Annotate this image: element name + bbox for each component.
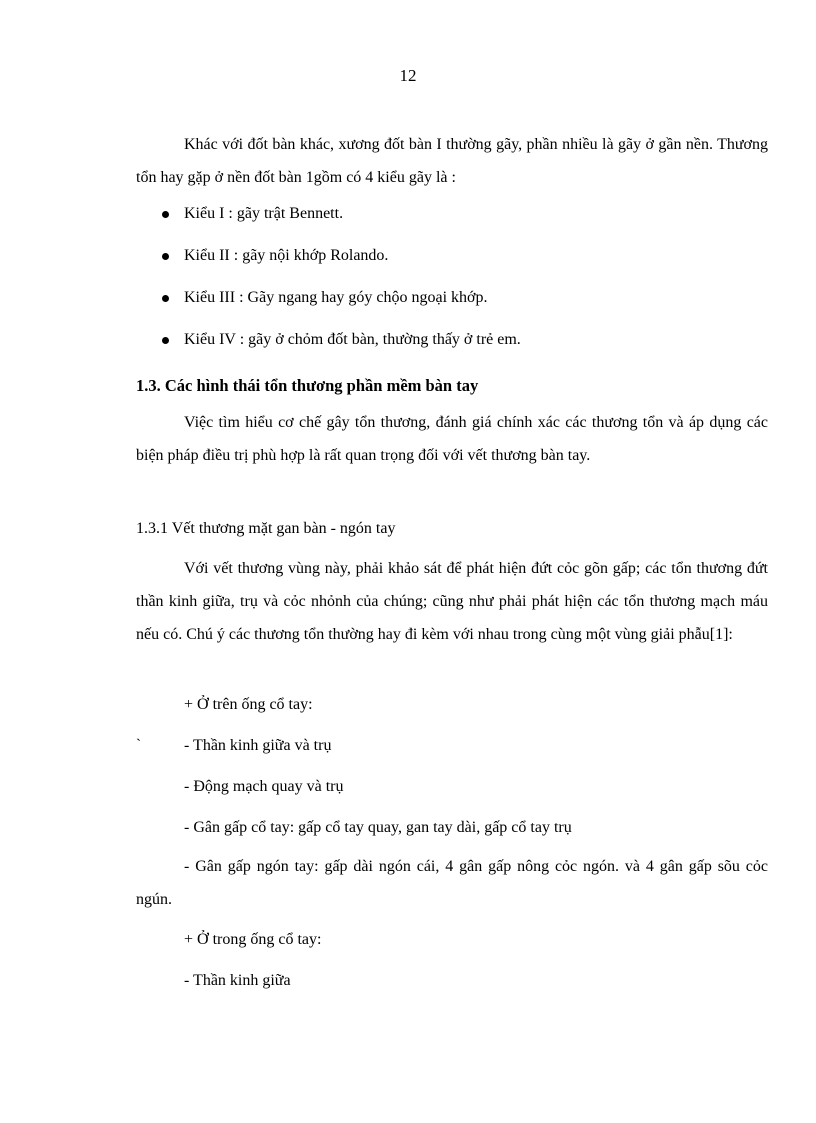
list-item: Kiểu II : gãy nội khớp Rolando. <box>158 244 521 286</box>
subsection-paragraph: Với vết thương vùng này, phải khảo sát để phát hiện đứt cỏc gõn gấp; các tổn thương đứt thần kinh giữa, trụ và cỏc nhỏnh của chúng; cũng như phải phát hiện các tổn thương mạch máu nếu có. Chú ý các thương tổn thường hay đi kèm với nhau trong cùng một vùng giải phẫu[1]: <box>136 560 768 643</box>
intro-paragraph: Khác với đốt bàn khác, xương đốt bàn I thường gãy, phần nhiều là gãy ở gần nền. Thương tổn hay gặp ở nền đốt bàn 1gồm có 4 kiểu gãy là : <box>136 136 768 186</box>
subsection-heading: 1.3.1 Vết thương mặt gan bàn - ngón tay <box>136 520 396 537</box>
section-heading: 1.3. Các hình thái tổn thương phần mềm bàn tay <box>136 376 479 395</box>
above-carpal-title: + Ở trên ống cổ tay: <box>184 696 313 713</box>
list-item: - Thần kinh giữa <box>184 972 291 989</box>
list-item: Kiểu IV : gãy ở chỏm đốt bàn, thường thấy ở trẻ em. <box>158 328 521 370</box>
bullet-icon <box>162 295 169 302</box>
list-item: Kiểu III : Gãy ngang hay góy chộo ngoại khớp. <box>158 286 521 328</box>
list-item: - Gân gấp cổ tay: gấp cổ tay quay, gan tay dài, gấp cổ tay trụ <box>184 819 572 836</box>
section-paragraph: Việc tìm hiểu cơ chế gây tổn thương, đánh giá chính xác các thương tổn và áp dụng các biện pháp điều trị phù hợp là rất quan trọng đối với vết thương bàn tay. <box>136 414 768 464</box>
bullet-icon <box>162 211 169 218</box>
list-item: - Động mạch quay và trụ <box>184 778 344 795</box>
list-item: - Gân gấp ngón tay: gấp dài ngón cái, 4 gân gấp nông cỏc ngón. và 4 gân gấp sõu cỏc ngún. <box>136 858 768 908</box>
page-number: 12 <box>399 66 417 85</box>
list-item: Kiểu I : gãy trật Bennett. <box>158 202 521 244</box>
bullet-icon <box>162 253 169 260</box>
stray-mark: ` <box>136 737 141 753</box>
fracture-type-list <box>158 202 521 370</box>
inside-carpal-title: + Ở trong ống cổ tay: <box>184 931 322 948</box>
bullet-icon <box>162 337 169 344</box>
list-item: - Thần kinh giữa và trụ <box>184 737 332 754</box>
